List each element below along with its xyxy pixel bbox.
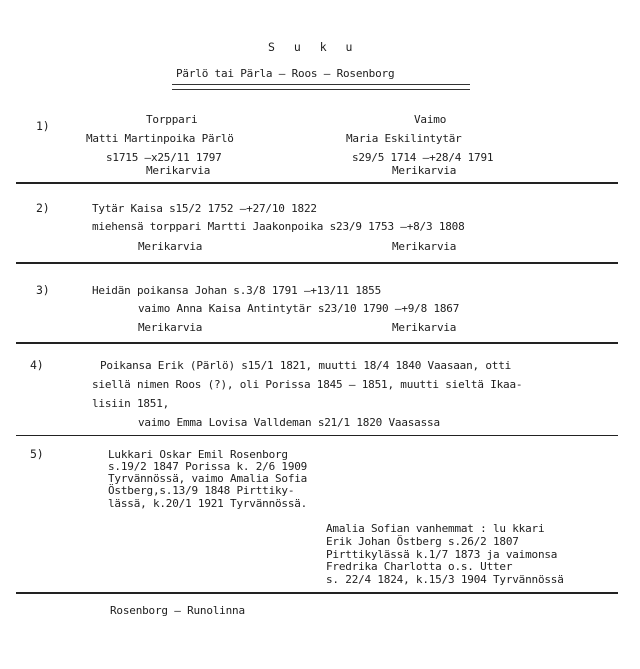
left-heading: Torppari xyxy=(146,113,198,126)
subtitle-double-underline xyxy=(172,84,470,90)
entry-number: 1) xyxy=(36,119,50,133)
entry-line-1: Poikansa Erik (Pärlö) s15/1 1821, muutti 18/4 1840 Vaasaan, otti xyxy=(100,359,512,372)
right-name: Maria Eskilintytär xyxy=(346,132,462,145)
left-place: Merikarvia xyxy=(146,164,211,177)
entry-line-1: Tytär Kaisa s15/2 1752 –+27/10 1822 xyxy=(92,202,317,215)
entry-line-2: vaimo Anna Kaisa Antintytär s23/10 1790 –+9/8 1867 xyxy=(138,302,460,315)
parents-line: Fredrika Charlotta o.s. Utter xyxy=(326,560,513,573)
family-names-subtitle: Pärlö tai Pärla – Roos – Rosenborg xyxy=(176,67,395,80)
section-divider xyxy=(16,342,618,344)
entry-number: 2) xyxy=(36,201,50,215)
entry-line: s.19/2 1847 Porissa k. 2/6 1909 xyxy=(108,460,308,473)
right-place: Merikarvia xyxy=(392,321,457,334)
entry-number: 4) xyxy=(30,358,44,372)
right-dates: s29/5 1714 –+28/4 1791 xyxy=(352,151,494,164)
right-place: Merikarvia xyxy=(392,164,457,177)
left-place: Merikarvia xyxy=(138,240,203,253)
entry-line: lässä, k.20/1 1921 Tyrvännössä. xyxy=(108,497,308,510)
entry-number: 3) xyxy=(36,283,50,297)
parents-line: Erik Johan Östberg s.26/2 1807 xyxy=(326,535,519,548)
right-place: Merikarvia xyxy=(392,240,457,253)
section-divider xyxy=(16,592,618,594)
parents-line: Amalia Sofian vanhemmat : lu kkari xyxy=(326,522,545,535)
entry-line: Tyrvännössä, vaimo Amalia Sofia xyxy=(108,472,308,485)
section-divider xyxy=(16,182,618,184)
parents-line: s. 22/4 1824, k.15/3 1904 Tyrvännössä xyxy=(326,573,564,586)
parents-line: Pirttikylässä k.1/7 1873 ja vaimonsa xyxy=(326,548,558,561)
left-dates: s1715 –x25/11 1797 xyxy=(106,151,222,164)
section-divider xyxy=(16,435,618,436)
entry-line-2: miehensä torppari Martti Jaakonpoika s23/9 1753 –+8/3 1808 xyxy=(92,220,465,233)
left-name: Matti Martinpoika Pärlö xyxy=(86,132,234,145)
left-place: Merikarvia xyxy=(138,321,203,334)
entry-line: Lukkari Oskar Emil Rosenborg xyxy=(108,448,288,461)
entry-line-2: siellä nimen Roos (?), oli Porissa 1845 – 1851, muutti sieltä Ikaa- xyxy=(92,378,523,391)
footer-note: Rosenborg – Runolinna xyxy=(110,604,245,617)
entry-line-4: vaimo Emma Lovisa Valldeman s21/1 1820 Vaasassa xyxy=(138,416,440,429)
entry-number: 5) xyxy=(30,447,44,461)
entry-line: Östberg,s.13/9 1848 Pirttiky- xyxy=(108,484,295,497)
entry-line-3: lisiin 1851, xyxy=(92,397,170,410)
document-title: S u k u xyxy=(268,40,359,54)
section-divider xyxy=(16,262,618,264)
right-heading: Vaimo xyxy=(414,113,447,126)
entry-line-1: Heidän poikansa Johan s.3/8 1791 –+13/11 1855 xyxy=(92,284,382,297)
